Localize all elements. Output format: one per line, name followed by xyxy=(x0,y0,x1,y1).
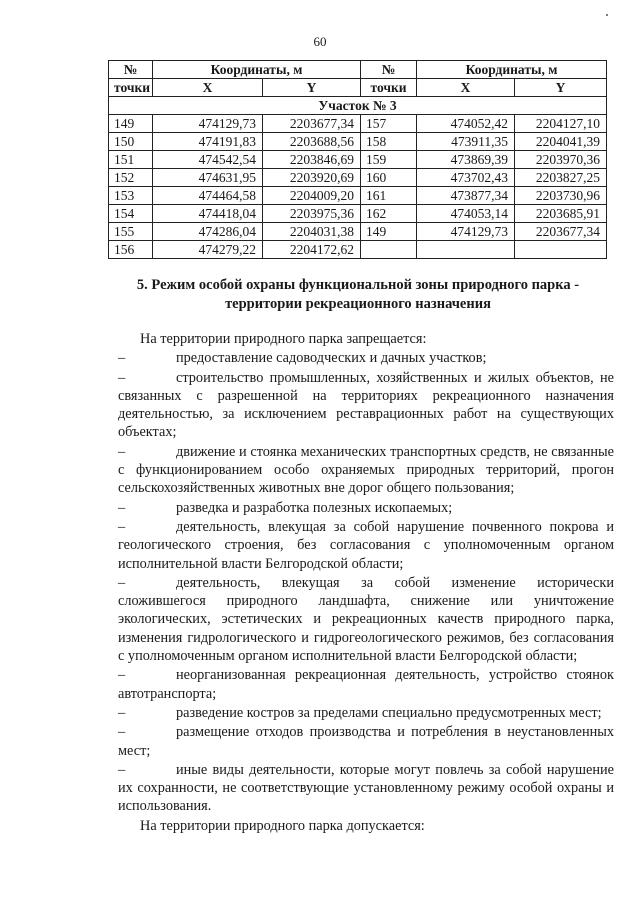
list-item xyxy=(118,518,614,573)
header-x-right: X xyxy=(417,79,515,97)
dash-marker: – xyxy=(118,761,126,778)
header-y-right: Y xyxy=(515,79,607,97)
list-item xyxy=(118,723,614,760)
list-item xyxy=(118,704,614,722)
x-value: 474286,04 xyxy=(153,223,263,241)
x-value: 474129,73 xyxy=(417,223,515,241)
y-value: 2203846,69 xyxy=(263,151,361,169)
x-value xyxy=(417,241,515,259)
list-item xyxy=(118,369,614,442)
dash-marker: – xyxy=(118,667,126,684)
x-value: 473911,35 xyxy=(417,133,515,151)
x-value: 474418,04 xyxy=(153,205,263,223)
y-value: 2204172,62 xyxy=(263,241,361,259)
table-row xyxy=(109,115,607,133)
point-number: 158 xyxy=(361,133,417,151)
list-item xyxy=(118,443,614,498)
table-row xyxy=(109,187,607,205)
dash-marker: – xyxy=(118,499,126,516)
intro-allowed: На территории природного парка допускается: xyxy=(140,817,425,834)
point-number: 159 xyxy=(361,151,417,169)
dash-marker: – xyxy=(118,518,126,535)
header-no-right: № xyxy=(361,61,417,79)
y-value: 2204031,38 xyxy=(263,223,361,241)
section-label: Участок № 3 xyxy=(109,97,607,115)
dash-marker: – xyxy=(118,724,126,741)
table-row xyxy=(109,205,607,223)
list-item-text: иные виды деятельности, которые могут повлечь за собой нарушение их сохранности, не соответствующие установленному режиму особой охраны и использования. xyxy=(118,761,614,815)
y-value: 2203688,56 xyxy=(263,133,361,151)
y-value: 2203677,34 xyxy=(515,223,607,241)
point-number: 152 xyxy=(109,169,153,187)
list-item xyxy=(118,349,614,367)
x-value: 474129,73 xyxy=(153,115,263,133)
header-y-left: Y xyxy=(263,79,361,97)
x-value: 474279,22 xyxy=(153,241,263,259)
list-item xyxy=(118,761,614,816)
list-item-text: движение и стоянка механических транспортных средств, не связанные с функционированием особо охраняемых природных территорий, прогон сельскохозяйственных животных вне дорог общего пользования; xyxy=(118,443,614,497)
scan-dot xyxy=(606,14,608,16)
list-item xyxy=(118,499,614,517)
list-item-text: разведка и разработка полезных ископаемых; xyxy=(176,499,453,516)
y-value: 2203975,36 xyxy=(263,205,361,223)
table-row xyxy=(109,133,607,151)
y-value: 2203970,36 xyxy=(515,151,607,169)
intro-prohibited: На территории природного парка запрещается: xyxy=(140,331,427,347)
x-value: 474542,54 xyxy=(153,151,263,169)
dash-marker: – xyxy=(118,704,126,721)
list-item-text: размещение отходов производства и потребления в неустановленных мест; xyxy=(118,724,614,759)
y-value xyxy=(515,241,607,259)
y-value: 2203920,69 xyxy=(263,169,361,187)
table-row xyxy=(109,241,607,259)
x-value: 474052,42 xyxy=(417,115,515,133)
point-number: 156 xyxy=(109,241,153,259)
x-value: 474191,83 xyxy=(153,133,263,151)
point-number: 150 xyxy=(109,133,153,151)
point-number: 161 xyxy=(361,187,417,205)
x-value: 474053,14 xyxy=(417,205,515,223)
x-value: 473702,43 xyxy=(417,169,515,187)
header-no-left: № xyxy=(109,61,153,79)
list-item-text: строительство промышленных, хозяйственных и жилых объектов, не связанных с разрешенной на территориях рекреационного назначения деятельностью, за исключением реставрационных работ на существующих объектах; xyxy=(118,369,614,441)
y-value: 2204041,39 xyxy=(515,133,607,151)
dash-marker: – xyxy=(118,350,126,367)
list-item xyxy=(118,574,614,665)
dash-marker: – xyxy=(118,369,126,386)
point-number: 149 xyxy=(361,223,417,241)
dash-marker: – xyxy=(118,574,126,591)
header-coords-right: Координаты, м xyxy=(417,61,607,79)
list-item-text: деятельность, влекущая за собой нарушение почвенного покрова и геологического строения, без согласования с уполномоченным органом исполнительной власти Белгородской области; xyxy=(118,518,614,572)
y-value: 2203827,25 xyxy=(515,169,607,187)
header-x-left: X xyxy=(153,79,263,97)
coordinates-table xyxy=(108,60,607,259)
point-number: 155 xyxy=(109,223,153,241)
point-number: 154 xyxy=(109,205,153,223)
list-item xyxy=(118,666,614,703)
point-number xyxy=(361,241,417,259)
point-number: 162 xyxy=(361,205,417,223)
point-number: 160 xyxy=(361,169,417,187)
point-number: 151 xyxy=(109,151,153,169)
y-value: 2203677,34 xyxy=(263,115,361,133)
y-value: 2203685,91 xyxy=(515,205,607,223)
list-item-text: деятельность, влекущая за собой изменение исторически сложившегося природного ландшафта, снижение или уничтожение экологических, эстетических и рекреационных качеств природного парка, изменения гидрологического и гидрогеологического режимов, без согласования с уполномоченным органом исполнительной власти Белгородской области; xyxy=(118,574,614,665)
y-value: 2203730,96 xyxy=(515,187,607,205)
header-point-right: точки xyxy=(361,79,417,97)
point-number: 153 xyxy=(109,187,153,205)
y-value: 2204009,20 xyxy=(263,187,361,205)
table-row xyxy=(109,151,607,169)
point-number: 157 xyxy=(361,115,417,133)
list-item-text: разведение костров за пределами специально предусмотренных мест; xyxy=(176,704,602,721)
x-value: 474631,95 xyxy=(153,169,263,187)
header-coords-left: Координаты, м xyxy=(153,61,361,79)
page-number: 60 xyxy=(313,34,327,49)
point-number: 149 xyxy=(109,115,153,133)
y-value: 2204127,10 xyxy=(515,115,607,133)
x-value: 473869,39 xyxy=(417,151,515,169)
header-point-left: точки xyxy=(109,79,153,97)
list-item-text: неорганизованная рекреационная деятельность, устройство стоянок автотранспорта; xyxy=(118,667,614,702)
list-item-text: предоставление садоводческих и дачных участков; xyxy=(176,350,487,367)
dash-marker: – xyxy=(118,443,126,460)
x-value: 474464,58 xyxy=(153,187,263,205)
table-row xyxy=(109,223,607,241)
x-value: 473877,34 xyxy=(417,187,515,205)
table-row xyxy=(109,169,607,187)
body-text xyxy=(118,330,614,836)
section-title: 5. Режим особой охраны функциональной зоны природного парка - территории рекреационного назначения xyxy=(136,277,580,312)
